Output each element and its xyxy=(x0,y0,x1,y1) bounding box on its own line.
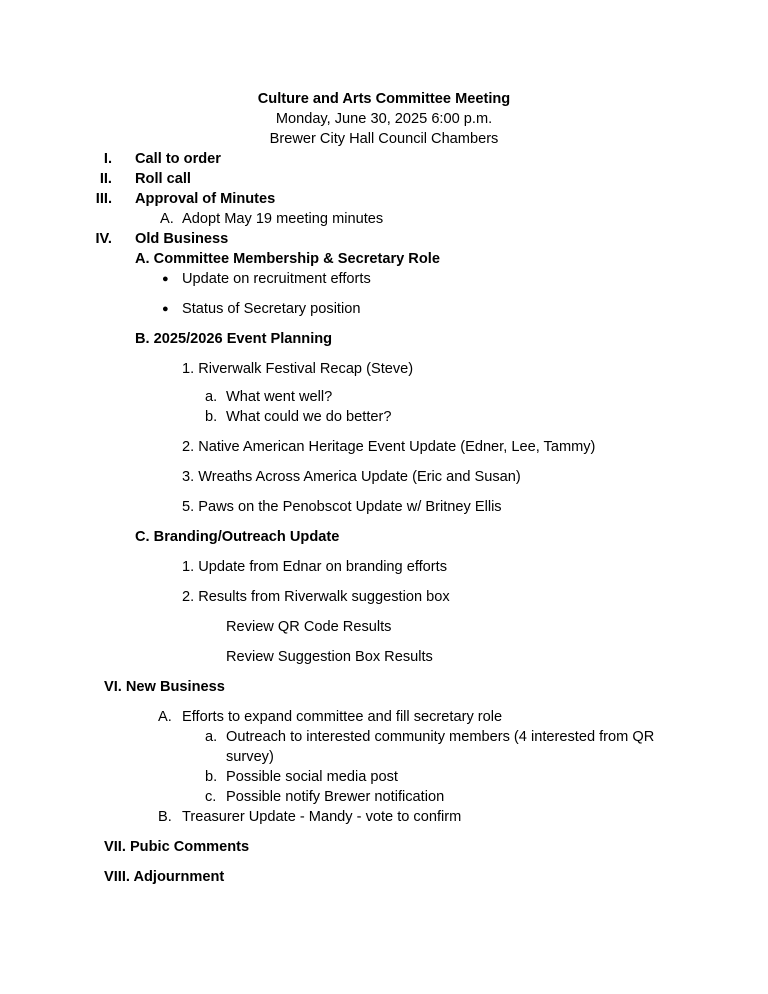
item-iv-c-2: 2. Results from Riverwalk suggestion box xyxy=(182,589,450,605)
item-vii-label: VII. Pubic Comments xyxy=(104,839,250,855)
item-iv-a-1: Update on recruitment efforts xyxy=(182,271,371,287)
item-viii-label: VIII. Adjournment xyxy=(104,869,225,885)
item-ii-label: Roll call xyxy=(135,171,191,187)
item-iv-b-1-a: What went well? xyxy=(226,389,333,405)
item-iv-c-1: 1. Update from Ednar on branding efforts xyxy=(182,559,448,575)
item-vi-a-a-marker: a. xyxy=(205,729,218,745)
meeting-location: Brewer City Hall Council Chambers xyxy=(269,131,499,147)
item-vi-a-c: Possible notify Brewer notification xyxy=(226,789,445,805)
item-iv-number: IV. xyxy=(95,231,112,247)
item-vi-a-b-marker: b. xyxy=(205,769,218,785)
item-iv-b-1: 1. Riverwalk Festival Recap (Steve) xyxy=(182,361,414,377)
item-vi-b: Treasurer Update - Mandy - vote to confirm xyxy=(182,809,462,825)
item-iii-label: Approval of Minutes xyxy=(135,191,276,207)
meeting-datetime: Monday, June 30, 2025 6:00 p.m. xyxy=(275,111,493,127)
item-iv-b-2: 2. Native American Heritage Event Update (Edner, Lee, Tammy) xyxy=(182,439,596,455)
item-vi-a: Efforts to expand committee and fill secretary role xyxy=(182,709,503,725)
meeting-title: Culture and Arts Committee Meeting xyxy=(257,91,511,107)
item-i-label: Call to order xyxy=(135,151,221,167)
item-iv-a-2: Status of Secretary position xyxy=(182,301,361,317)
bullet-icon: ● xyxy=(162,303,169,315)
item-vi-b-marker: B. xyxy=(158,809,172,825)
item-iv-label: Old Business xyxy=(135,231,229,247)
item-vi-a-a-line1: Outreach to interested community members (4 interested from QR xyxy=(226,729,655,745)
item-iv-b-3: 3. Wreaths Across America Update (Eric and Susan) xyxy=(182,469,521,485)
item-iv-c-2-suggestion: Review Suggestion Box Results xyxy=(226,649,433,665)
bullet-icon: ● xyxy=(162,273,169,285)
item-vi-a-c-marker: c. xyxy=(205,789,217,805)
item-iv-c: C. Branding/Outreach Update xyxy=(135,529,340,545)
item-iv-a: A. Committee Membership & Secretary Role xyxy=(135,251,440,267)
item-iv-b: B. 2025/2026 Event Planning xyxy=(135,331,333,347)
item-vi-a-a-line2: survey) xyxy=(226,749,274,765)
item-iii-number: III. xyxy=(95,191,112,207)
item-vi-label: VI. New Business xyxy=(104,679,225,695)
item-iii-a: Adopt May 19 meeting minutes xyxy=(182,211,384,227)
item-vi-a-marker: A. xyxy=(158,709,172,725)
item-iv-b-5: 5. Paws on the Penobscot Update w/ Britney Ellis xyxy=(182,499,502,515)
item-iv-b-1-b-marker: b. xyxy=(205,409,218,425)
item-i-number: I. xyxy=(103,151,112,167)
item-ii-number: II. xyxy=(99,171,112,187)
item-iv-b-1-a-marker: a. xyxy=(205,389,218,405)
item-iii-a-marker: A. xyxy=(160,211,174,227)
item-iv-c-2-qr: Review QR Code Results xyxy=(226,619,392,635)
item-vi-a-b: Possible social media post xyxy=(226,769,398,785)
item-iv-b-1-b: What could we do better? xyxy=(226,409,392,425)
